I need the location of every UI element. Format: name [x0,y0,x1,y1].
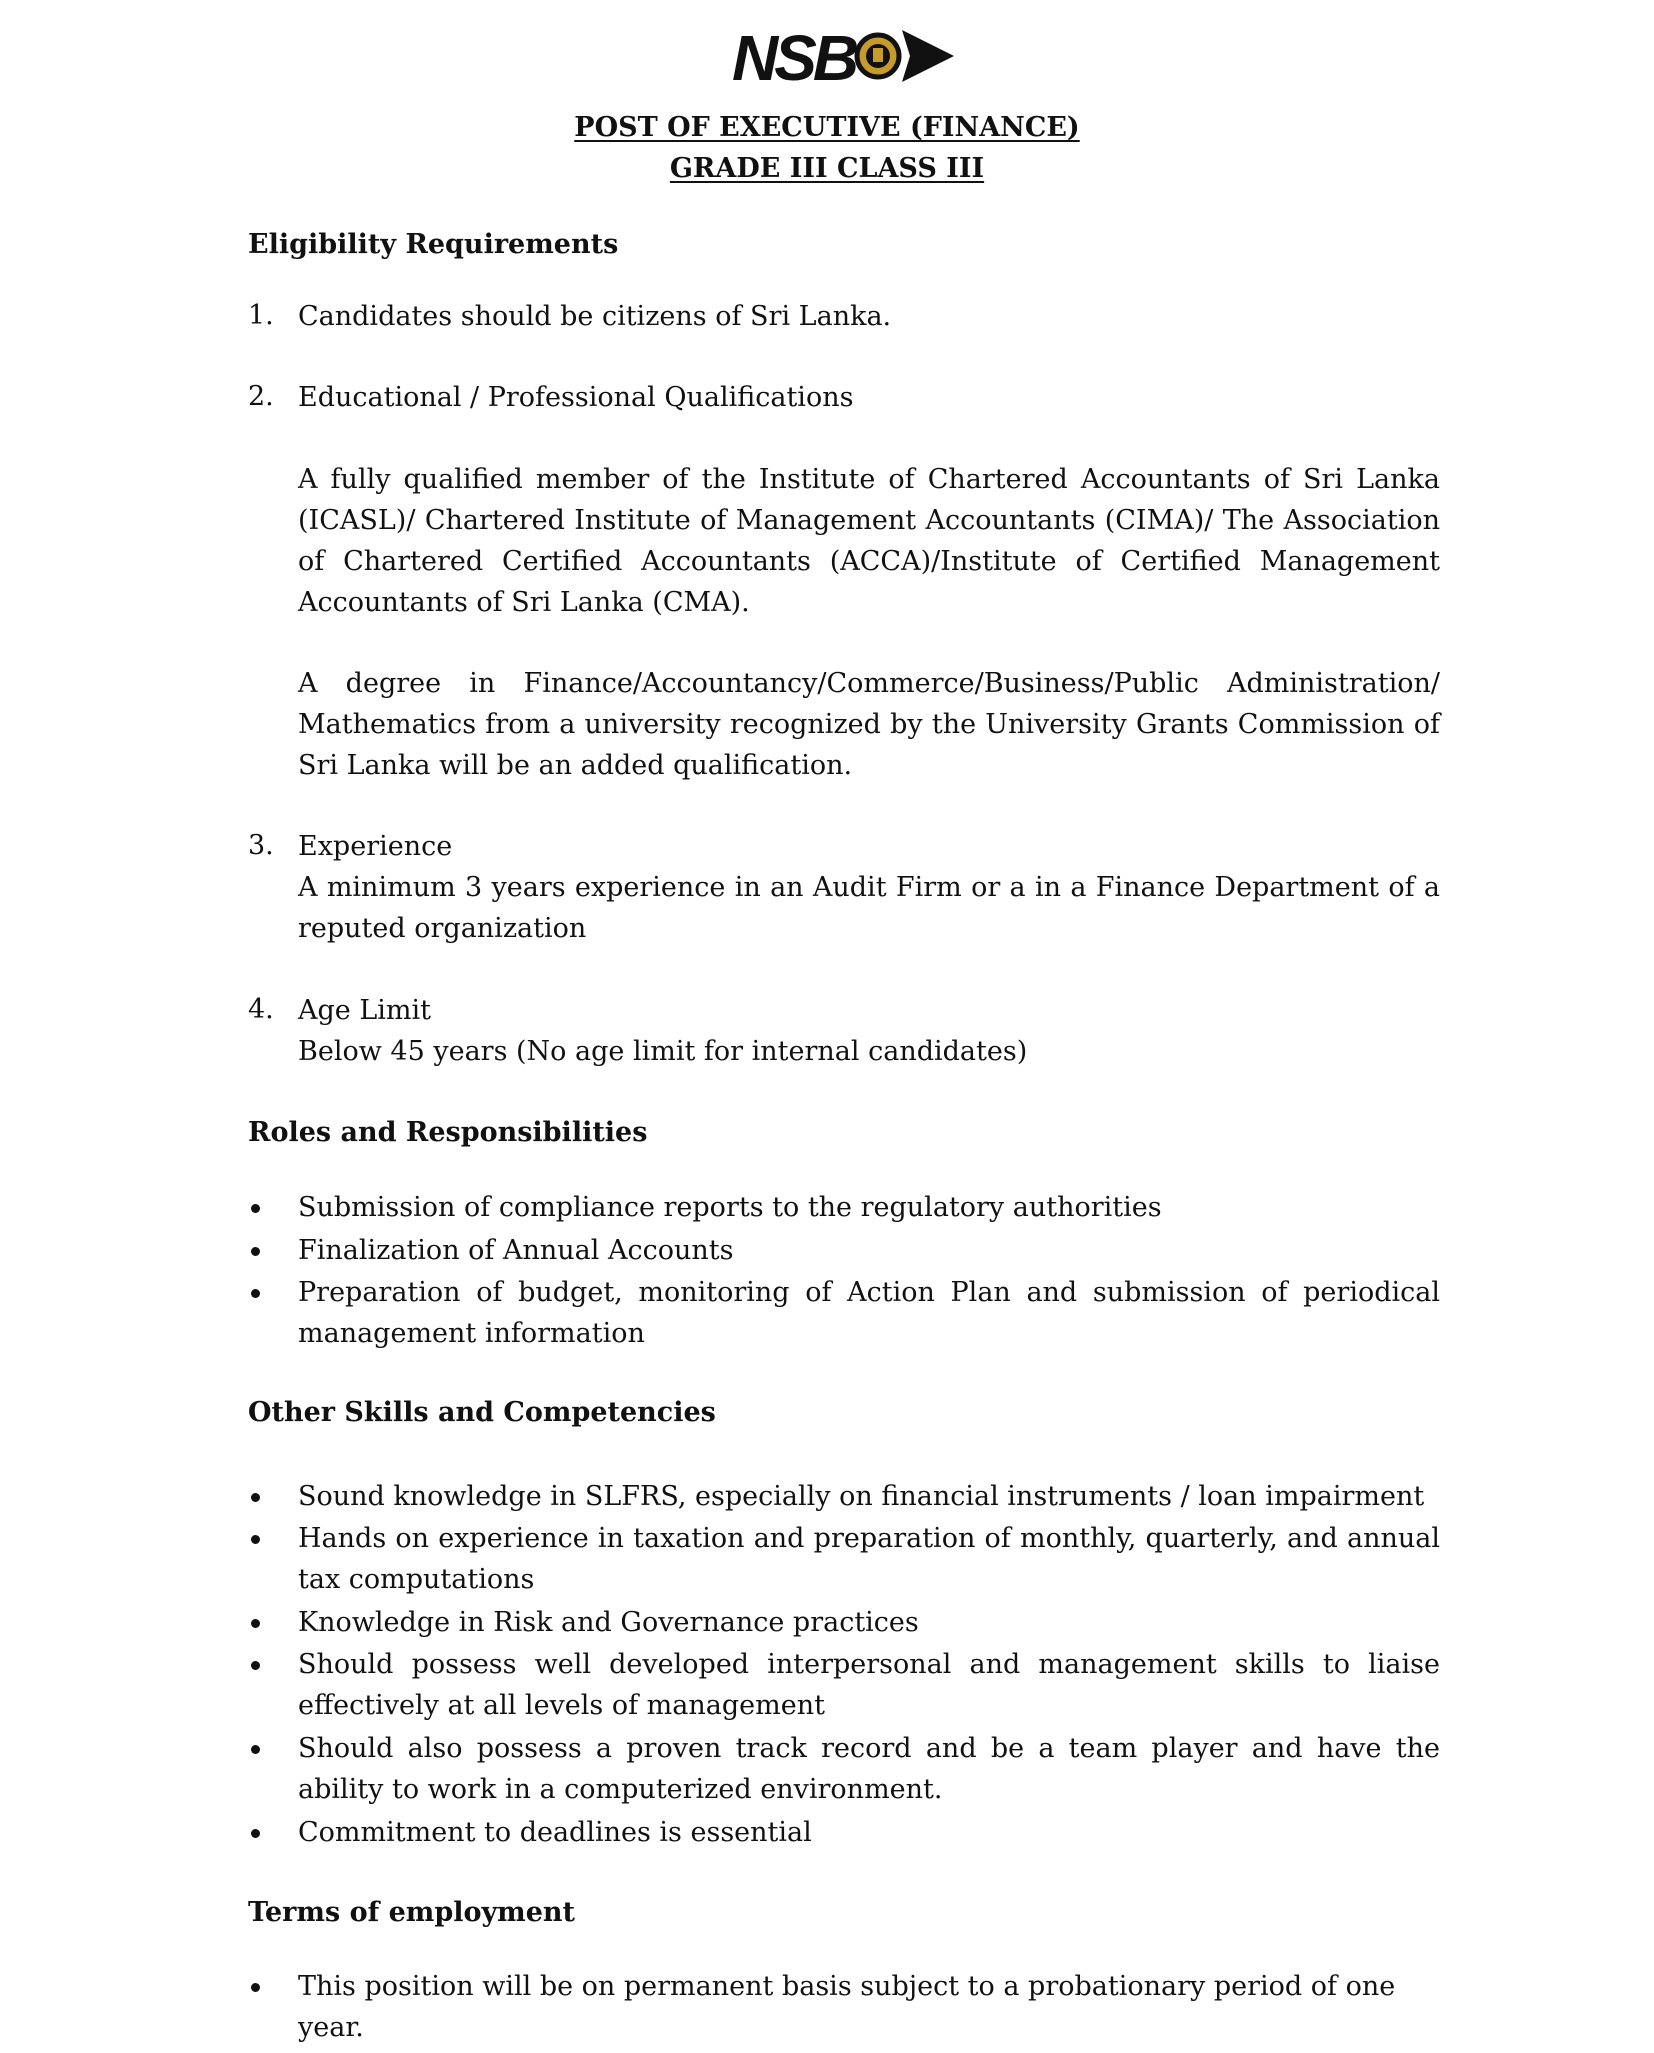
list-item: Hands on experience in taxation and preparation of monthly, quarterly, and annual tax computations [298,1523,1440,1595]
list-item: Should possess well developed interpersonal and management skills to liaise effectively at all levels of management [298,1649,1440,1721]
page-subtitle: GRADE III CLASS III [669,153,985,184]
list-number: 3. [248,830,274,861]
skills-heading: Other Skills and Competencies [248,1397,716,1428]
qualification-paragraph: A fully qualified member of the Institute of Chartered Accountants of Sri Lanka (ICASL)/ Chartered Institute of Management Accountants (CIMA)/ The Association of Chartered Certified Accountants (ACCA)/Institute of Certified Management Accountants of Sri Lanka (CMA). [298,464,1440,618]
list-item: Finalization of Annual Accounts [298,1235,734,1266]
age-limit-detail: Below 45 years (No age limit for internal candidates) [298,1036,1028,1067]
list-item: Submission of compliance reports to the regulatory authorities [298,1192,1162,1223]
eligibility-heading: Eligibility Requirements [248,229,619,260]
eligibility-item-qualifications: Educational / Professional Qualifications [298,382,854,413]
logo-text: NSB [732,22,856,93]
eligibility-item-age-limit: Age Limit [298,995,431,1026]
roles-heading: Roles and Responsibilities [248,1117,648,1148]
nsb-logo-icon [732,18,957,93]
eligibility-item-citizenship: Candidates should be citizens of Sri Lanka. [298,301,892,332]
eligibility-item-experience: Experience [298,831,453,862]
experience-detail: A minimum 3 years experience in an Audit Firm or a in a Finance Department of a reputed organization [298,872,1440,944]
qualification-paragraph: A degree in Finance/Accountancy/Commerce/Business/Public Administration/ Mathematics from a university recognized by the University Grants Commission of Sri Lanka will be an added qualification. [298,668,1440,781]
list-number: 1. [248,300,274,331]
list-number: 2. [248,381,274,412]
list-item: Preparation of budget, monitoring of Action Plan and submission of periodical management information [298,1277,1440,1349]
list-item: Sound knowledge in SLFRS, especially on financial instruments / loan impairment [298,1481,1425,1512]
list-item: Should also possess a proven track record and be a team player and have the ability to work in a computerized environment. [298,1733,1440,1805]
page-title: POST OF EXECUTIVE (FINANCE) [574,112,1080,143]
list-number: 4. [248,994,274,1025]
list-item: Knowledge in Risk and Governance practices [298,1607,919,1638]
list-item: This position will be on permanent basis subject to a probationary period of one year. [298,1971,1396,2043]
terms-heading: Terms of employment [248,1897,576,1928]
list-item: Commitment to deadlines is essential [298,1817,812,1848]
nsb-logo [732,18,957,93]
